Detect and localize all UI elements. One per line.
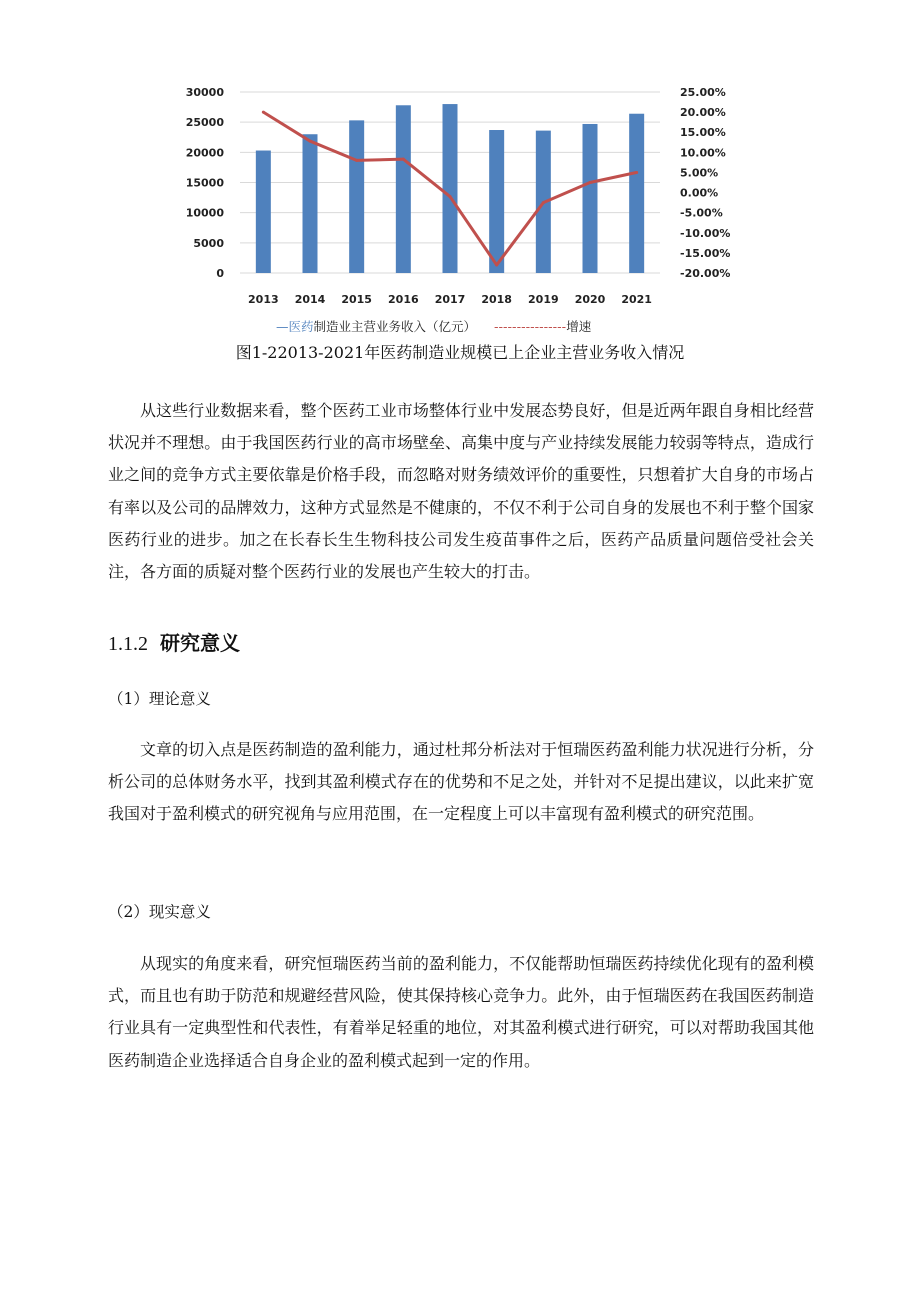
y-right-tick-label: 5.00%	[680, 166, 719, 180]
bar	[349, 120, 364, 273]
paragraph-background: 从这些行业数据来看，整个医药工业市场整体行业中发展态势良好，但是近两年跟自身相比经营状况并不理想。由于我国医药行业的高市场壁垒、高集中度与产业持续发展能力较弱等特点，造成行业之间的竞争方式主要依靠是价格手段，而忽略对财务绩效评价的重要性，只想着扩大自身的市场占有率以及公司的品牌效力，这种方式显然是不健康的，不仅不利于公司自身的发展也不利于整个国家医药行业的进步。加之在长春长生生物科技公司发生疫苗事件之后，医药产品质量问题倍受社会关注，各方面的质疑对整个医药行业的发展也产生较大的打击。	[108, 401, 814, 582]
y-right-tick-label: 25.00%	[680, 86, 726, 99]
growth-point	[542, 201, 545, 204]
figure-caption: 图1-22013-2021年医药制造业规模已上企业主营业务收入情况	[235, 343, 685, 362]
y-left-tick-label: 15000	[185, 176, 224, 190]
growth-point	[402, 158, 405, 161]
x-tick-label: 2020	[574, 293, 606, 306]
y-axis-left	[186, 86, 225, 280]
x-tick-label: 2021	[621, 293, 652, 306]
bar	[629, 114, 644, 273]
paragraph-practice: 从现实的角度来看，研究恒瑞医药当前的盈利能力，不仅能帮助恒瑞医药持续优化现有的盈利模式，而且也有助于防范和规避经营风险，使其保持核心竞争力。此外，由于恒瑞医药在我国医药制造行业具有一定典型性和代表性，有着举足轻重的地位，对其盈利模式进行研究，可以对帮助我国其他医药制造企业选择适合自身企业的盈利模式起到一定的作用。	[108, 954, 814, 1070]
y-left-tick-label: 0	[216, 267, 224, 280]
y-left-tick-label: 30000	[185, 86, 224, 99]
subheading-theory: （1）理论意义	[108, 690, 211, 708]
y-left-tick-label: 25000	[185, 116, 224, 130]
y-left-tick-label: 10000	[185, 206, 224, 220]
y-right-tick-label: -5.00%	[680, 206, 723, 220]
y-right-tick-label: 20.00%	[680, 106, 726, 120]
y-left-tick-label: 5000	[193, 236, 224, 250]
x-tick-label: 2016	[388, 293, 419, 306]
growth-point	[262, 111, 265, 114]
legend-line-label: 增速	[566, 319, 592, 334]
legend-bar-prefix: —医药	[276, 319, 314, 334]
growth-point	[449, 195, 452, 198]
x-tick-label: 2014	[294, 293, 326, 306]
y-right-tick-label: -15.00%	[680, 246, 731, 260]
paragraph-theory: 文章的切入点是医药制造的盈利能力，通过杜邦分析法对于恒瑞医药盈利能力状况进行分析，分析公司的总体财务水平，找到其盈利模式存在的优势和不足之处，并针对不足提出建议，以此来扩宽我国对于盈利模式的研究视角与应用范围，在一定程度上可以丰富现有盈利模式的研究范围。	[108, 740, 814, 824]
y-right-tick-label: -20.00%	[680, 267, 731, 280]
bar	[396, 105, 411, 273]
y-left-tick-label: 20000	[185, 146, 224, 160]
bar	[443, 104, 458, 273]
x-tick-label: 2018	[481, 293, 512, 306]
y-axis-right	[680, 86, 730, 280]
section-heading	[108, 627, 240, 656]
revenue-growth-chart	[180, 78, 740, 338]
bar	[489, 130, 504, 273]
section-title: 研究意义	[160, 631, 240, 655]
growth-point	[589, 181, 592, 184]
legend-bar-label: 制造业主营业务收入（亿元）	[313, 319, 477, 334]
y-right-tick-label: -10.00%	[680, 226, 731, 240]
bar	[303, 134, 318, 273]
x-tick-label: 2013	[248, 293, 279, 306]
x-tick-label: 2019	[528, 293, 559, 306]
growth-point	[635, 171, 638, 174]
x-tick-label: 2017	[434, 293, 466, 306]
section-number: 1.1.2	[108, 633, 148, 655]
x-tick-label: 2015	[341, 293, 372, 306]
bar	[583, 124, 598, 273]
y-right-tick-label: 10.00%	[680, 146, 726, 160]
bar-series	[256, 104, 644, 273]
chart-legend	[276, 317, 591, 335]
bar	[256, 151, 271, 273]
legend-line-marker: ----------------	[494, 319, 567, 334]
growth-point	[309, 140, 312, 143]
growth-point	[495, 263, 498, 266]
y-right-tick-label: 0.00%	[680, 186, 719, 200]
growth-point	[355, 159, 358, 162]
y-right-tick-label: 15.00%	[680, 126, 726, 140]
subheading-practice: （2）现实意义	[108, 903, 211, 921]
x-axis	[248, 293, 652, 306]
